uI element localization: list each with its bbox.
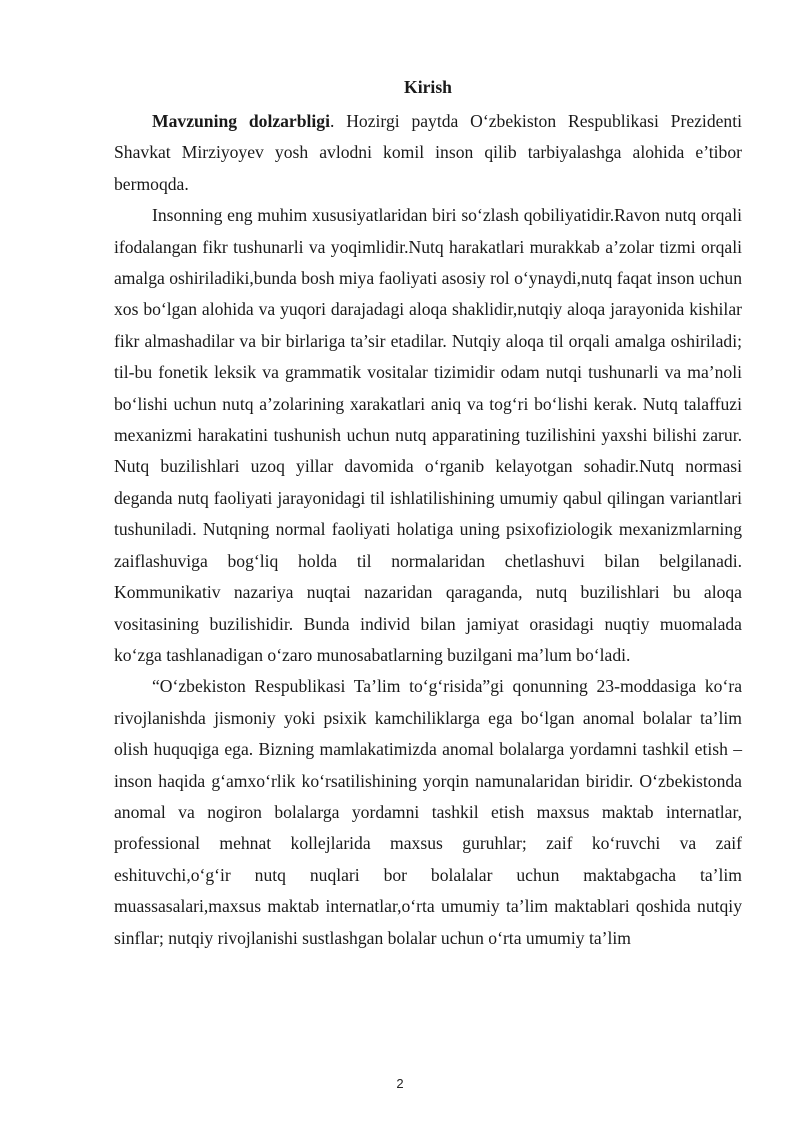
paragraph-law: [114, 671, 742, 954]
paragraph-text: “O‘zbekiston Respublikasi Ta’lim to‘g‘risida”gi qonunning 23-moddasiga ko‘ra rivojlanishda jismoniy yoki psixik kamchiliklarga ega bo‘lgan anomal bolalar ta’lim olish huquqiga ega. Bizning mamlakatimizda anomal bolalarga yordamni tashkil etish – inson haqida g‘amxo‘rlik ko‘rsatilishining yorqin namunalaridan biridir. O‘zbekistonda anomal va nogiron bolalarga yordamni tashkil etish maxsus maktab internatlar, professional mehnat kollejlarida maxsus guruhlar; zaif ko‘ruvchi va zaif eshituvchi,o‘g‘ir nutq nuqlari bor bolalalar uchun maktabgacha ta’lim muassasalari,maxsus maktab internatlar,o‘rta umumiy ta’lim maktablari qoshida nutqiy sinflar; nutqiy rivojlanishi sustlashgan bolalar uchun o‘rta umumiy ta’lim: [114, 676, 742, 948]
page-content: [114, 76, 742, 954]
paragraph-relevance: [114, 106, 742, 200]
page-number: 2: [396, 1076, 404, 1091]
paragraph-text: Insonning eng muhim xususiyatlaridan biri so‘zlash qobiliyatidir.Ravon nutq orqali ifodalangan fikr tushunarli va yoqimlidir.Nutq harakatlari murakkab a’zolar tizmi orqali amalga oshiriladiki,bunda bosh miya faoliyati asosiy rol o‘ynaydi,nutq faqat inson uchun xos bo‘lgan alohida va yuqori darajadagi aloqa shaklidir,nutqiy aloqa jarayonida kishilar fikr almashadilar va bir birlariga ta’sir etadilar. Nutqiy aloqa til orqali amalga oshiriladi; til-bu fonetik leksik va grammatik vositalar tizimidir odam nutqi tushunarli va ma’noli bo‘lishi uchun nutq a’zolarining xarakatlari aniq va tog‘ri bo‘lishi kerak. Nutq talaffuzi mexanizmi harakatini tushunish uchun nutq apparatining tuzilishini yaxshi bilishi zarur. Nutq buzilishlari uzoq yillar davomida o‘rganib kelayotgan sohadir.Nutq normasi deganda nutq faoliyati jarayonidagi til ishlatilishining umumiy qabul qilingan variantlari tushuniladi. Nutqning normal faoliyati holatiga uning psixofiziologik mexanizmlarning zaiflashuviga bog‘liq holda til normalaridan chetlashuvi bilan belgilanadi. Kommunikativ nazariya nuqtai nazaridan qaraganda, nutq buzilishlari bu aloqa vositasining buzilishidir. Bunda individ bilan jamiyat orasidagi nuqtiy muomalada ko‘zga tashlanadigan o‘zaro munosabatlarning buzilgani ma’lum bo‘ladi.: [114, 205, 742, 665]
paragraph-text: . Hozirgi paytda O‘zbekiston Respublikasi Prezidenti Shavkat Mirziyoyev yosh avlodni komil inson qilib tarbiyalashga alohida e’tibor bermoqda.: [114, 111, 743, 194]
page-title: Kirish: [404, 77, 452, 97]
paragraph-speech: [114, 200, 742, 671]
paragraph-lead: Mavzuning dolzarbligi: [152, 111, 330, 131]
